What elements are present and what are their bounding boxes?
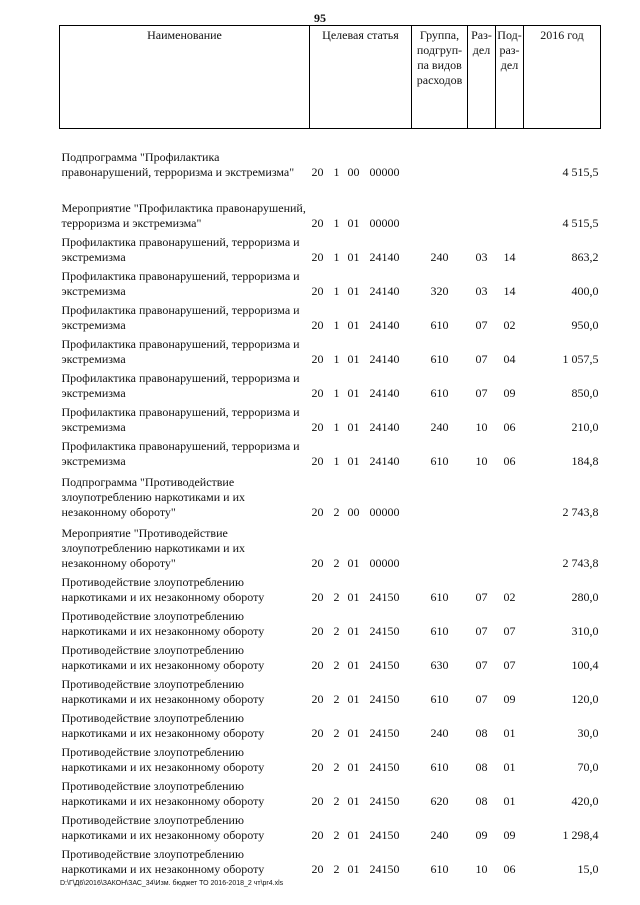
row-amount: 400,0 [571,283,599,298]
row-name: Противодействие злоупотреблению наркотиками и их незаконному обороту [61,778,265,808]
row-section: 10 [475,861,488,876]
row-section: 08 [475,793,488,808]
target-code-part-c4: 24150 [369,793,400,808]
table-row [60,231,601,265]
header-name: Наименование [60,26,310,129]
target-code-part-c3: 01 [347,657,360,672]
table-row [60,775,601,809]
row-target-code [310,435,412,469]
target-code-part-c3: 01 [347,623,360,638]
row-name: Профилактика правонарушений, терроризма и экстремизма [61,404,300,434]
row-name: Мероприятие "Противодействие злоупотреблению наркотиками и их незаконному обороту" [61,525,245,570]
row-target-code [310,673,412,707]
target-code-part-c2: 2 [333,827,340,842]
target-code-part-c1: 20 [311,215,324,230]
page-number: 95 [314,11,326,25]
target-code-part-c4: 24150 [369,827,400,842]
table-row [60,367,601,401]
row-section: 07 [475,657,488,672]
row-section: 07 [475,385,488,400]
target-code-part-c4: 24140 [369,283,400,298]
budget-table [59,25,601,877]
target-code-part-c3: 00 [347,504,360,519]
target-code-part-c2: 2 [333,793,340,808]
target-code-part-c2: 1 [333,249,340,264]
table-row [60,571,601,605]
row-name: Противодействие злоупотреблению наркотиками и их незаконному обороту [61,574,265,604]
row-subsection: 01 [503,759,516,774]
table-row [60,180,601,231]
target-code-part-c2: 2 [333,725,340,740]
target-code-part-c1: 20 [311,759,324,774]
row-subsection: 01 [503,725,516,740]
row-subsection: 02 [503,317,516,332]
target-code-part-c3: 01 [347,691,360,706]
target-code-part-c4: 24140 [369,453,400,468]
row-amount: 4 515,5 [562,164,599,179]
row-amount: 863,2 [571,249,599,264]
header-target-article: Целевая статья [310,26,412,129]
target-code-part-c1: 20 [311,283,324,298]
row-amount: 15,0 [577,861,599,876]
row-subsection: 09 [503,385,516,400]
row-amount: 1 298,4 [562,827,599,842]
row-target-code [310,299,412,333]
target-code-part-c2: 2 [333,589,340,604]
row-expense-group: 610 [430,861,449,876]
target-code-part-c2: 1 [333,164,340,179]
row-expense-group: 240 [430,249,449,264]
target-code-part-c1: 20 [311,827,324,842]
table-row [60,333,601,367]
target-code-part-c1: 20 [311,555,324,570]
row-target-code [310,367,412,401]
target-code-part-c3: 01 [347,861,360,876]
row-target-code [310,231,412,265]
row-amount: 30,0 [577,725,599,740]
row-section [468,520,496,571]
row-expense-group [412,469,468,520]
target-code-part-c4: 00000 [369,504,400,519]
table-row [60,741,601,775]
table-row [60,469,601,520]
target-code-part-c1: 20 [311,317,324,332]
row-name: Противодействие злоупотреблению наркотиками и их незаконному обороту [61,812,265,842]
target-code-part-c4: 24150 [369,589,400,604]
target-code-part-c3: 01 [347,385,360,400]
row-subsection: 14 [503,283,516,298]
row-expense-group: 610 [430,453,449,468]
row-target-code [310,639,412,673]
row-subsection [496,129,524,180]
target-code-part-c1: 20 [311,419,324,434]
target-code-part-c2: 1 [333,419,340,434]
row-section: 03 [475,283,488,298]
row-name: Профилактика правонарушений, терроризма и экстремизма [61,302,300,332]
target-code-part-c4: 24140 [369,385,400,400]
target-code-part-c4: 00000 [369,555,400,570]
target-code-part-c2: 1 [333,453,340,468]
row-name: Профилактика правонарушений, терроризма и экстремизма [61,234,300,264]
target-code-part-c3: 01 [347,249,360,264]
target-code-part-c1: 20 [311,385,324,400]
table-row [60,299,601,333]
row-expense-group [412,129,468,180]
target-code-part-c4: 00000 [369,215,400,230]
target-code-part-c2: 1 [333,351,340,366]
row-target-code [310,401,412,435]
target-code-part-c4: 24140 [369,419,400,434]
target-code-part-c2: 1 [333,317,340,332]
table-row [60,520,601,571]
row-name: Противодействие злоупотреблению наркотиками и их незаконному обороту [61,744,265,774]
row-expense-group: 620 [430,793,449,808]
target-code-part-c2: 1 [333,215,340,230]
row-subsection: 07 [503,657,516,672]
header-expense-group: Группа, подгруп-па видов расходов [412,26,468,129]
row-name: Профилактика правонарушений, терроризма и экстремизма [61,336,300,366]
row-section: 10 [475,453,488,468]
target-code-part-c1: 20 [311,691,324,706]
row-expense-group: 610 [430,317,449,332]
row-target-code [310,469,412,520]
target-code-part-c3: 01 [347,453,360,468]
row-section: 03 [475,249,488,264]
row-amount: 310,0 [571,623,599,638]
target-code-part-c4: 24150 [369,861,400,876]
target-code-part-c4: 24140 [369,249,400,264]
row-name: Противодействие злоупотреблению наркотиками и их незаконному обороту [61,710,265,740]
row-expense-group [412,180,468,231]
target-code-part-c2: 2 [333,759,340,774]
row-subsection: 01 [503,793,516,808]
row-name: Профилактика правонарушений, терроризма и экстремизма [61,268,300,298]
row-section [468,129,496,180]
target-code-part-c4: 00000 [369,164,400,179]
row-subsection [496,469,524,520]
target-code-part-c4: 24150 [369,691,400,706]
target-code-part-c3: 01 [347,827,360,842]
row-amount: 184,8 [571,453,599,468]
row-expense-group: 630 [430,657,449,672]
target-code-part-c4: 24140 [369,351,400,366]
target-code-part-c1: 20 [311,861,324,876]
row-subsection: 07 [503,623,516,638]
table-row [60,639,601,673]
target-code-part-c4: 24150 [369,657,400,672]
row-expense-group: 610 [430,589,449,604]
row-name: Профилактика правонарушений, терроризма и экстремизма [61,370,300,400]
row-amount: 2 743,8 [562,504,599,519]
row-subsection [496,520,524,571]
row-name: Противодействие злоупотреблению наркотиками и их незаконному обороту [61,846,265,876]
target-code-part-c3: 01 [347,215,360,230]
row-expense-group: 610 [430,691,449,706]
target-code-part-c2: 2 [333,657,340,672]
table-row [60,401,601,435]
target-code-part-c4: 24150 [369,623,400,638]
table-row [60,129,601,180]
row-target-code [310,129,412,180]
table-body [60,129,601,877]
row-subsection: 14 [503,249,516,264]
row-target-code [310,180,412,231]
target-code-part-c2: 2 [333,504,340,519]
row-target-code [310,809,412,843]
target-code-part-c2: 2 [333,623,340,638]
target-code-part-c4: 24140 [369,317,400,332]
target-code-part-c4: 24150 [369,725,400,740]
target-code-part-c3: 01 [347,793,360,808]
target-code-part-c3: 01 [347,555,360,570]
row-expense-group: 610 [430,623,449,638]
row-amount: 4 515,5 [562,215,599,230]
row-target-code [310,520,412,571]
header-subsection: Под-раз-дел [496,26,524,129]
table-row [60,605,601,639]
row-amount: 950,0 [571,317,599,332]
target-code-part-c3: 01 [347,283,360,298]
target-code-part-c3: 01 [347,419,360,434]
row-amount: 210,0 [571,419,599,434]
row-target-code [310,843,412,877]
target-code-part-c3: 00 [347,164,360,179]
target-code-part-c3: 01 [347,317,360,332]
row-amount: 120,0 [571,691,599,706]
table-row [60,843,601,877]
row-amount: 70,0 [577,759,599,774]
target-code-part-c4: 24150 [369,759,400,774]
row-target-code [310,333,412,367]
row-amount: 100,4 [571,657,599,672]
row-target-code [310,775,412,809]
row-subsection: 09 [503,827,516,842]
target-code-part-c1: 20 [311,623,324,638]
row-amount: 2 743,8 [562,555,599,570]
row-name: Подпрограмма "Противодействие злоупотреблению наркотиками и их незаконному обороту" [61,474,245,519]
row-target-code [310,741,412,775]
row-section: 07 [475,691,488,706]
row-subsection: 02 [503,589,516,604]
row-amount: 1 057,5 [562,351,599,366]
target-code-part-c3: 01 [347,759,360,774]
row-section: 07 [475,317,488,332]
target-code-part-c1: 20 [311,589,324,604]
row-name: Профилактика правонарушений, терроризма и экстремизма [61,438,300,468]
target-code-part-c1: 20 [311,657,324,672]
target-code-part-c1: 20 [311,725,324,740]
file-path-footer: D:\Г\Д6\2016\ЗАКОН\ЗАС_34\Изм. бюджет ТО 2016-2018_2 чт\pr4.xls [60,880,284,887]
target-code-part-c2: 2 [333,555,340,570]
target-code-part-c1: 20 [311,164,324,179]
row-target-code [310,707,412,741]
target-code-part-c2: 2 [333,691,340,706]
row-expense-group: 610 [430,385,449,400]
row-subsection [496,180,524,231]
row-section: 08 [475,759,488,774]
row-section: 07 [475,623,488,638]
row-expense-group: 610 [430,351,449,366]
row-section [468,469,496,520]
target-code-part-c1: 20 [311,793,324,808]
target-code-part-c2: 1 [333,283,340,298]
row-subsection: 06 [503,453,516,468]
row-expense-group: 610 [430,759,449,774]
row-section: 09 [475,827,488,842]
target-code-part-c1: 20 [311,351,324,366]
target-code-part-c1: 20 [311,453,324,468]
target-code-part-c2: 1 [333,385,340,400]
target-code-part-c1: 20 [311,504,324,519]
row-subsection: 06 [503,861,516,876]
row-subsection: 09 [503,691,516,706]
row-section: 08 [475,725,488,740]
row-name: Противодействие злоупотреблению наркотиками и их незаконному обороту [61,642,265,672]
target-code-part-c1: 20 [311,249,324,264]
row-expense-group: 240 [430,419,449,434]
row-section: 10 [475,419,488,434]
target-code-part-c2: 2 [333,861,340,876]
header-section: Раз-дел [468,26,496,129]
row-subsection: 04 [503,351,516,366]
row-name: Противодействие злоупотреблению наркотиками и их незаконному обороту [61,608,265,638]
row-expense-group: 240 [430,725,449,740]
row-section: 07 [475,351,488,366]
row-expense-group: 320 [430,283,449,298]
table-row [60,707,601,741]
target-code-part-c3: 01 [347,351,360,366]
row-subsection: 06 [503,419,516,434]
table-header-row [60,26,601,129]
row-name: Мероприятие "Профилактика правонарушений, терроризма и экстремизма" [61,200,306,230]
target-code-part-c3: 01 [347,725,360,740]
row-name: Подпрограмма "Профилактика правонарушений, терроризма и экстремизма" [61,149,295,179]
table-row [60,265,601,299]
header-year: 2016 год [524,26,601,129]
table-row [60,673,601,707]
row-expense-group [412,520,468,571]
row-expense-group: 240 [430,827,449,842]
table-row [60,809,601,843]
row-target-code [310,571,412,605]
row-target-code [310,265,412,299]
table-row [60,435,601,469]
target-code-part-c3: 01 [347,589,360,604]
row-amount: 850,0 [571,385,599,400]
row-amount: 420,0 [571,793,599,808]
row-amount: 280,0 [571,589,599,604]
row-section [468,180,496,231]
row-name: Противодействие злоупотреблению наркотиками и их незаконному обороту [61,676,265,706]
row-target-code [310,605,412,639]
row-section: 07 [475,589,488,604]
